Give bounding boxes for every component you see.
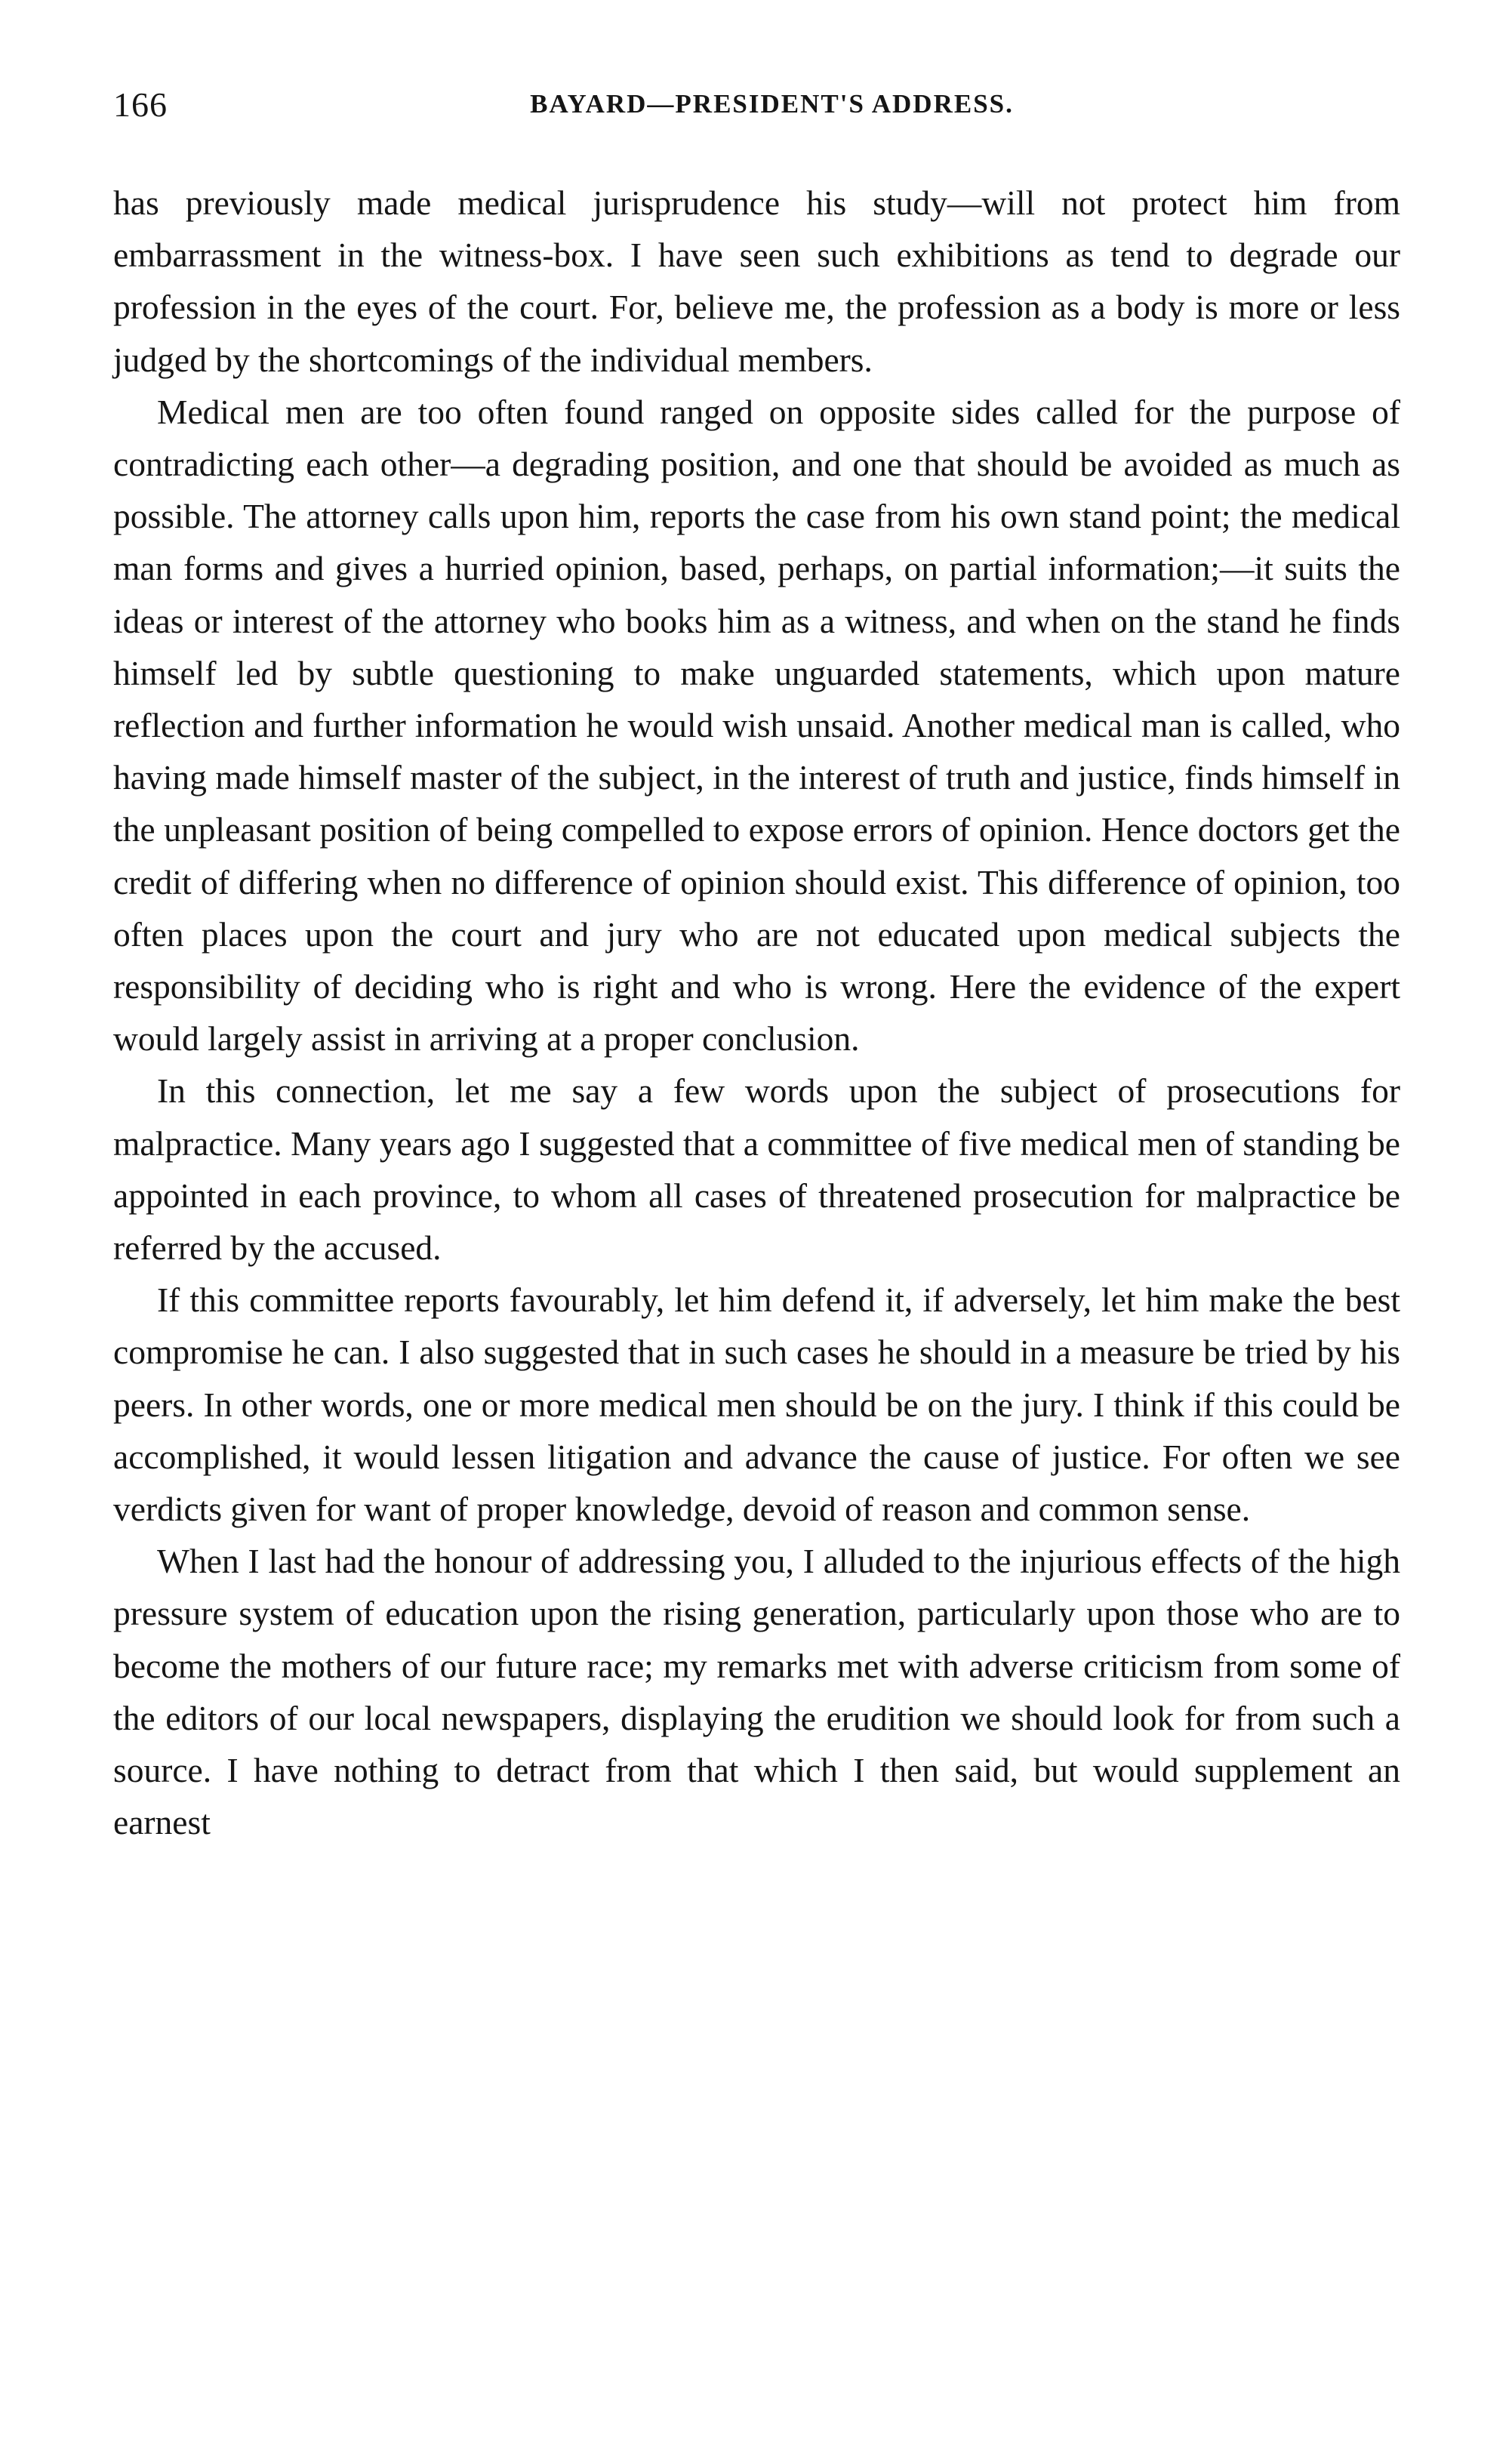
running-head	[113, 85, 1400, 130]
paragraph-medical-men-opposing: Medical men are too often found ranged on opposite sides called for the purpose of contradicting each other—a degrading position, and one that should be avoided as much as possible. The attorney calls upon him, reports the case from his own stand point; the medical man forms and gives a hurried opinion, based, perhaps, on partial information;—it suits the ideas or interest of the attorney who books him as a witness, and when on the stand he finds himself led by subtle questioning to make unguarded statements, which upon mature reflection and further information he would wish unsaid. Another medical man is called, who having made himself master of the subject, in the interest of truth and justice, finds himself in the unpleasant position of being compelled to expose errors of opinion. Hence doctors get the credit of differing when no difference of opinion should exist. This difference of opinion, too often places upon the court and jury who are not educated upon medical subjects the responsibility of deciding who is right and who is wrong. Here the evidence of the expert would largely assist in arriving at a proper conclusion.	[113, 392, 1400, 1059]
body-text	[113, 177, 1400, 1849]
paragraph-continuation: has previously made medical jurisprudence his study—will not protect him from embarrassment in the witness-box. I have seen such exhibitions as tend to degrade our profession in the eyes of the court. For, believe me, the profession as a body is more or less judged by the shortcomings of the individual members.	[113, 183, 1400, 379]
book-page	[113, 85, 1400, 1849]
paragraph-malpractice-prosecutions: In this connection, let me say a few words upon the subject of prosecutions for malpractice. Many years ago I suggested that a committee of five medical men of standing be appointed in each province, to whom all cases of threatened prosecution for malpractice be referred by the accused.	[113, 1071, 1400, 1268]
paragraph-education-system: When I last had the honour of addressing you, I alluded to the injurious effects of the high pressure system of education upon the rising generation, particularly upon those who are to become the mothers of our future race; my remarks met with adverse criticism from some of the editors of our local newspapers, displaying the erudition we should look for from such a source. I have nothing to detract from that which I then said, but would supplement an earnest	[113, 1542, 1400, 1842]
running-title: BAYARD—PRESIDENT'S ADDRESS.	[530, 89, 1014, 119]
page-number: 166	[113, 85, 168, 124]
paragraph-committee-reports: If this committee reports favourably, let him defend it, if adversely, let him make the best compromise he can. I also suggested that in such cases he should in a measure be tried by his peers. In other words, one or more medical men should be on the jury. I think if this could be accomplished, it would lessen litigation and advance the cause of justice. For often we see verdicts given for want of proper knowledge, devoid of reason and common sense.	[113, 1280, 1400, 1529]
